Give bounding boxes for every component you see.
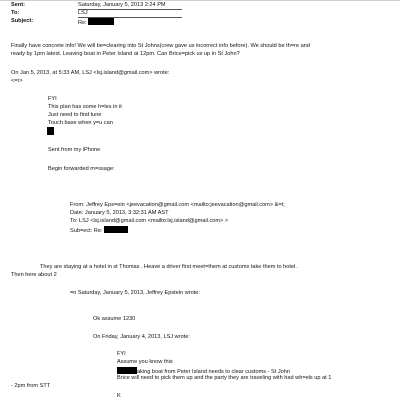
body-line: Begin forwarded m=ssage: bbox=[48, 166, 115, 172]
fwd-subject: Sub=ect: Re: bbox=[70, 228, 103, 234]
body-line: K bbox=[117, 393, 121, 399]
redaction-box bbox=[47, 127, 54, 135]
body-line: FYI bbox=[117, 351, 126, 357]
quote-header: =n Saturday, January 5, 2013, Jeffrey Epstein wrote: bbox=[70, 290, 200, 296]
body-line: ready by 1pm latest. Leaving boat in Peter Island at 12pm. Can Brice=pick us up in St John? bbox=[11, 51, 240, 57]
subject-label: Subject: bbox=[11, 18, 34, 24]
fwd-date: Date: January 5, 2013, 3:32:31 AM AST bbox=[70, 210, 169, 216]
to-underline bbox=[78, 17, 182, 18]
fwd-from: From: Jeffrey Eps=ein <jeevacation@gmail.com <mailto:jeevacation@gmail.com> &=t; bbox=[70, 202, 285, 208]
quote-header: On Jan 5, 2013, at 5:33 AM, LSJ <lsj.island@gmail.com> wrote: bbox=[11, 70, 170, 76]
redaction-box bbox=[88, 18, 114, 25]
sent-label: Sent: bbox=[11, 2, 25, 8]
body-line: Finally have concrete info! We will be=clearing into St Johns(crew gave us incorrect info before). We should be th=re and bbox=[11, 43, 310, 49]
subject-line bbox=[78, 18, 114, 27]
redaction-box bbox=[117, 367, 137, 374]
subject-value: Re: bbox=[78, 20, 87, 26]
quote-header: On Friday, January 4, 2013, LSJ wrote: bbox=[93, 334, 190, 340]
sent-underline bbox=[78, 9, 182, 10]
redaction-box bbox=[104, 226, 128, 233]
body-line: They are staying at a hotel in st Thomas . Heave a driver first meet=them at customs take them to hotel . bbox=[40, 264, 299, 270]
body-line: FYI bbox=[48, 96, 57, 102]
body-line: Touch base when y=u can bbox=[48, 120, 113, 126]
fwd-to: To: LSJ <lsj.island@gmail.com <mailto:lsj.island@gmail.com> > bbox=[70, 218, 229, 224]
body-line: - 2pm from STT bbox=[11, 383, 51, 389]
body-text: aking boat from Peter Island needs to clear customs - St John bbox=[137, 369, 290, 375]
body-line: Just need to find tune bbox=[48, 112, 102, 118]
sent-value: Saturday, January 5, 2013 2:24 PM bbox=[78, 2, 166, 8]
to-label: To: bbox=[11, 10, 20, 16]
top-divider bbox=[0, 0, 400, 1]
body-line: Assume you know this bbox=[117, 359, 173, 365]
body-line: Ok assume 1230 bbox=[93, 316, 136, 322]
quote-marker: <=r> bbox=[11, 78, 23, 84]
body-line: Brice will need to pick them up and the party they are traveling with had wh=els up at 1 bbox=[117, 375, 332, 381]
body-line: Then here about 2 bbox=[11, 272, 57, 278]
fwd-subject-line bbox=[70, 226, 128, 235]
body-line: Sent from my iPhone bbox=[48, 147, 101, 153]
body-line: This plan has some h=les in it bbox=[48, 104, 122, 110]
to-value: LSJ bbox=[78, 10, 88, 16]
